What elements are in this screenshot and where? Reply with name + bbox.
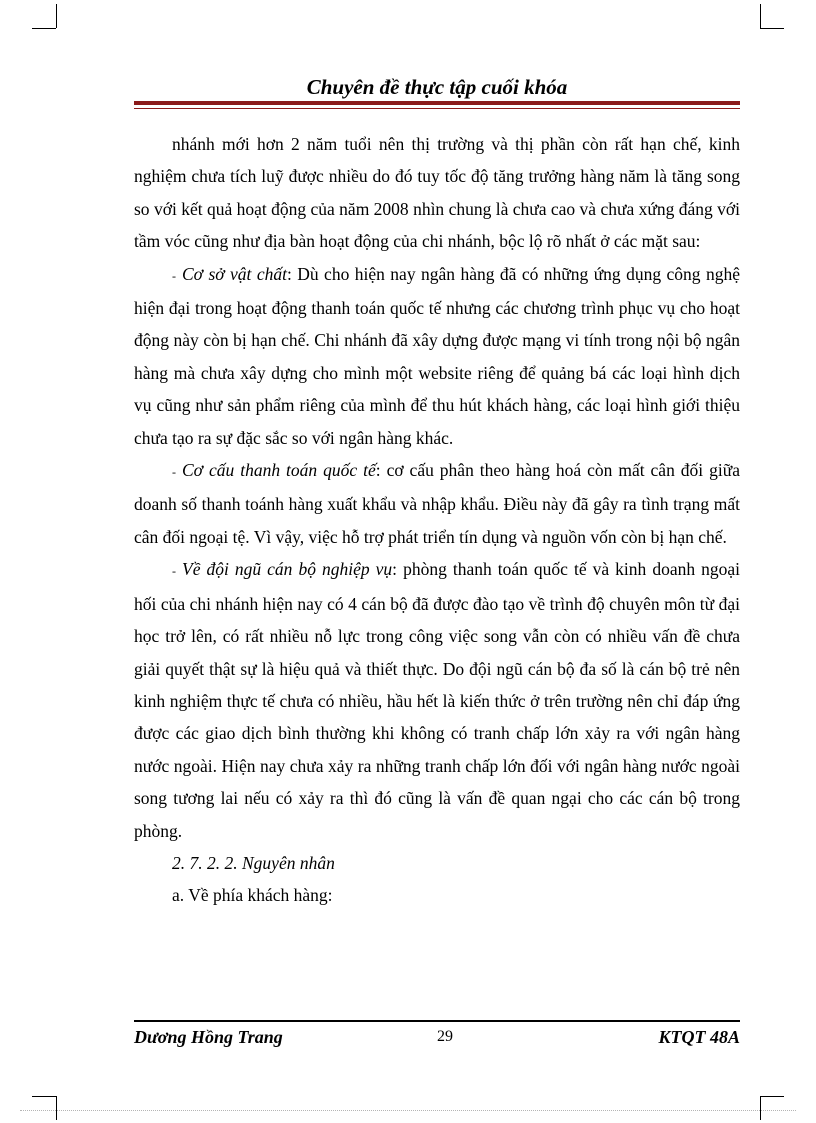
bullet-co-so-vat-chat (134, 258, 740, 454)
crop-mark-bottom-left-h (32, 1096, 56, 1097)
crop-mark-top-left-v (56, 4, 57, 28)
footer-author: Dương Hồng Trang (134, 1027, 283, 1047)
bullet-dash: - (172, 268, 176, 283)
bullet-dash: - (172, 564, 176, 579)
body-text (134, 128, 740, 912)
bullet-label: Cơ cấu thanh toán quốc tế (182, 460, 376, 481)
header-rule-thick (134, 101, 740, 105)
list-item-a: a. Về phía khách hàng: (172, 885, 333, 906)
paragraph-intro: nhánh mới hơn 2 năm tuổi nên thị trường và thị phần còn rất hạn chế, kinh nghiệm chưa tích luỹ được nhiều do đó tuy tốc độ tăng trưởng hàng năm là tăng song so với kết quả hoạt động của năm 2008 nhìn chung là chưa cao và chưa xứng đáng với tầm vóc cũng như địa bàn hoạt động của chi nhánh, bộc lộ rõ nhất ở các mặt sau: (134, 134, 740, 252)
crop-mark-top-right-h (760, 28, 784, 29)
crop-mark-bottom-left-v (56, 1096, 57, 1120)
footer-class-code: KTQT 48A (658, 1027, 740, 1047)
header-title: Chuyên đề thực tập cuối khóa (306, 75, 568, 99)
bullet-dash: - (172, 465, 176, 480)
bullet-text: : cơ cấu phân theo hàng hoá còn mất cân đối giữa doanh số thanh toánh hàng xuất khẩu và nhập khẩu. Điều này đã gây ra tình trạng mất cân đối ngoại tệ. Vì vậy, việc hỗ trợ phát triển tín dụng và nguồn vốn còn bị hạn chế. (134, 460, 740, 547)
header-rule-thin (134, 108, 740, 109)
bullet-label: Cơ sở vật chất (182, 263, 287, 284)
bullet-doi-ngu-can-bo (134, 553, 740, 847)
bullet-text: : Dù cho hiện nay ngân hàng đã có những ứng dụng công nghệ hiện đại trong hoạt động thanh toán quốc tế nhưng các chương trình phục vụ cho hoạt động này còn bị hạn chế. Chi nhánh đã xây dựng được mạng vi tính trong nội bộ ngân hàng mà chưa xây dựng cho mình một website riêng để quảng bá các loại hình dịch vụ cũng như sản phẩm riêng của mình để thu hút khách hàng, các loại hình giới thiệu chưa tạo ra sự đặc sắc so với ngân hàng khác. (134, 263, 740, 448)
page-number: 29 (437, 1028, 453, 1045)
page-bottom-dotted-line (20, 1110, 796, 1111)
section-subheading: 2. 7. 2. 2. Nguyên nhân (172, 852, 335, 873)
crop-mark-top-right-v (760, 4, 761, 28)
bullet-co-cau-thanh-toan (134, 454, 740, 553)
crop-mark-top-left-h (32, 28, 56, 29)
footer-rule (134, 1020, 740, 1022)
bullet-label: Về đội ngũ cán bộ nghiệp vụ (182, 559, 393, 580)
crop-mark-bottom-right-h (760, 1096, 784, 1097)
bullet-text: : phòng thanh toán quốc tế và kinh doanh ngoại hối của chi nhánh hiện nay có 4 cán bộ đã được đào tạo về trình độ chuyên môn từ đại học trở lên, có rất nhiều nỗ lực trong công việc song vẫn còn có nhiều vấn đề chưa giải quyết thật sự là hiệu quả và thiết thực. Do đội ngũ cán bộ đa số là cán bộ trẻ nên kinh nghiệm thực tế chưa có nhiều, hầu hết là kiến thức ở trên trường nên chỉ đáp ứng được các giao dịch bình thường khi không có tranh chấp lớn xảy ra với ngân hàng nước ngoài. Hiện nay chưa xảy ra những tranh chấp lớn đối với ngân hàng nước ngoài song tương lai nếu có xảy ra thì đó cũng là vấn đề quan ngại cho các cán bộ trong phòng. (134, 559, 740, 841)
crop-mark-bottom-right-v (760, 1096, 761, 1120)
